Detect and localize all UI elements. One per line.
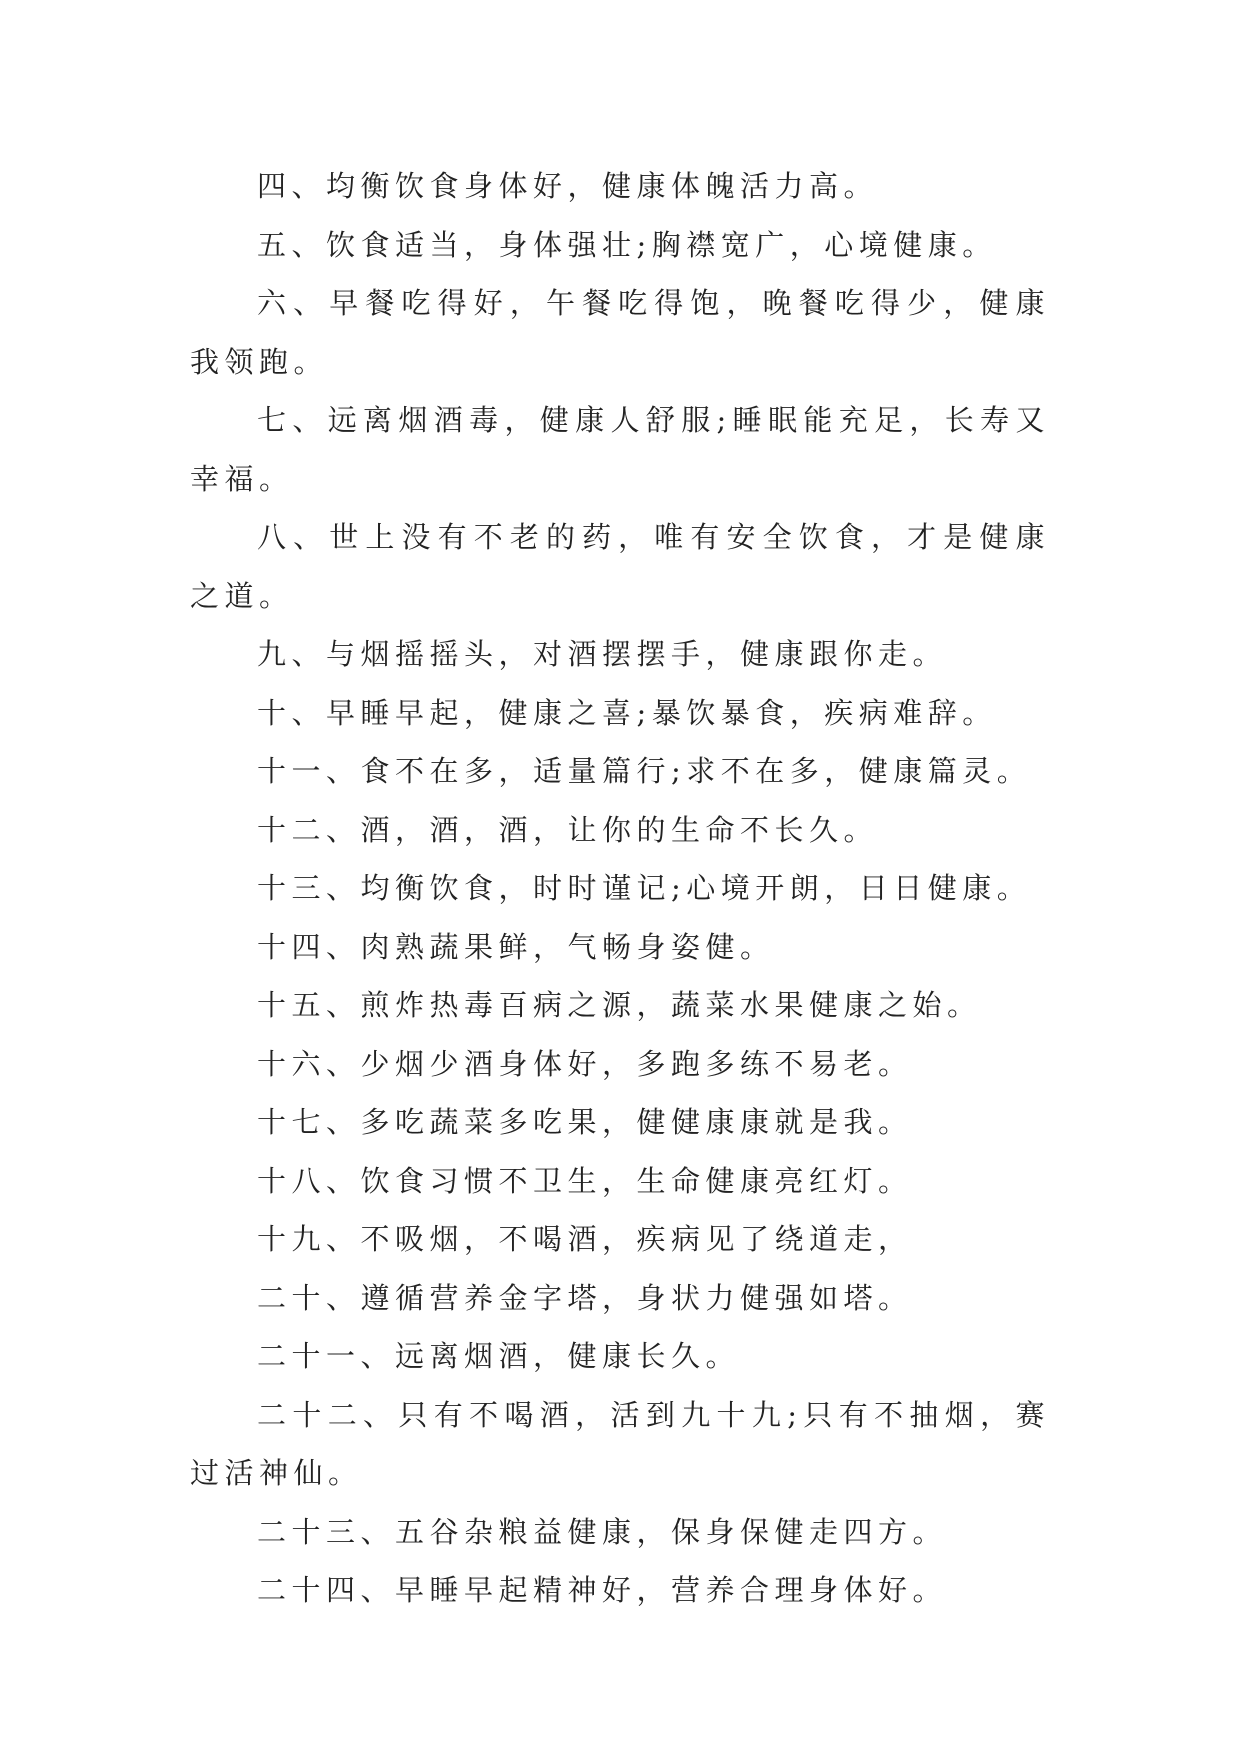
- paragraph-7: 七、远离烟酒毒，健康人舒服;睡眠能充足，长寿又幸福。: [190, 403, 1050, 496]
- paragraph-19: 十九、不吸烟，不喝酒，疾病见了绕道走，: [257, 1222, 913, 1256]
- paragraph-15: 十五、煎炸热毒百病之源，蔬菜水果健康之始。: [257, 988, 982, 1022]
- paragraph-24: 二十四、早睡早起精神好，营养合理身体好。: [257, 1573, 948, 1607]
- paragraph-14: 十四、肉熟蔬果鲜，气畅身姿健。: [257, 929, 775, 964]
- paragraph-13: 十三、均衡饮食，时时谨记;心境开朗，日日健康。: [257, 871, 1032, 905]
- paragraph-18: 十八、饮食习惯不卫生，生命健康亮红灯。: [257, 1163, 913, 1198]
- paragraph-8: 八、世上没有不老的药，唯有安全饮食，才是健康之道。: [190, 520, 1050, 613]
- paragraph-17: 十七、多吃蔬菜多吃果，健健康康就是我。: [257, 1105, 913, 1139]
- paragraph-11: 十一、食不在多，适量篇行;求不在多，健康篇灵。: [257, 754, 1032, 788]
- document-body: [190, 157, 1050, 1620]
- paragraph-21: 二十一、远离烟酒，健康长久。: [257, 1339, 741, 1373]
- paragraph-12: 十二、酒，酒，酒，让你的生命不长久。: [257, 812, 879, 847]
- paragraph-10: 十、早睡早起，健康之喜;暴饮暴食，疾病难辞。: [257, 695, 997, 730]
- paragraph-9: 九、与烟摇摇头，对酒摆摆手，健康跟你走。: [257, 637, 948, 671]
- paragraph-16: 十六、少烟少酒身体好，多跑多练不易老。: [257, 1046, 913, 1081]
- paragraph-22: 二十二、只有不喝酒，活到九十九;只有不抽烟，赛过活神仙。: [190, 1397, 1050, 1490]
- paragraph-4: 四、均衡饮食身体好，健康体魄活力高。: [257, 169, 879, 203]
- paragraph-20: 二十、遵循营养金字塔，身状力健强如塔。: [257, 1280, 913, 1315]
- paragraph-6: 六、早餐吃得好，午餐吃得饱，晚餐吃得少，健康我领跑。: [190, 286, 1050, 379]
- paragraph-23: 二十三、五谷杂粮益健康，保身保健走四方。: [257, 1514, 948, 1549]
- paragraph-5: 五、饮食适当，身体强壮;胸襟宽广，心境健康。: [257, 227, 997, 262]
